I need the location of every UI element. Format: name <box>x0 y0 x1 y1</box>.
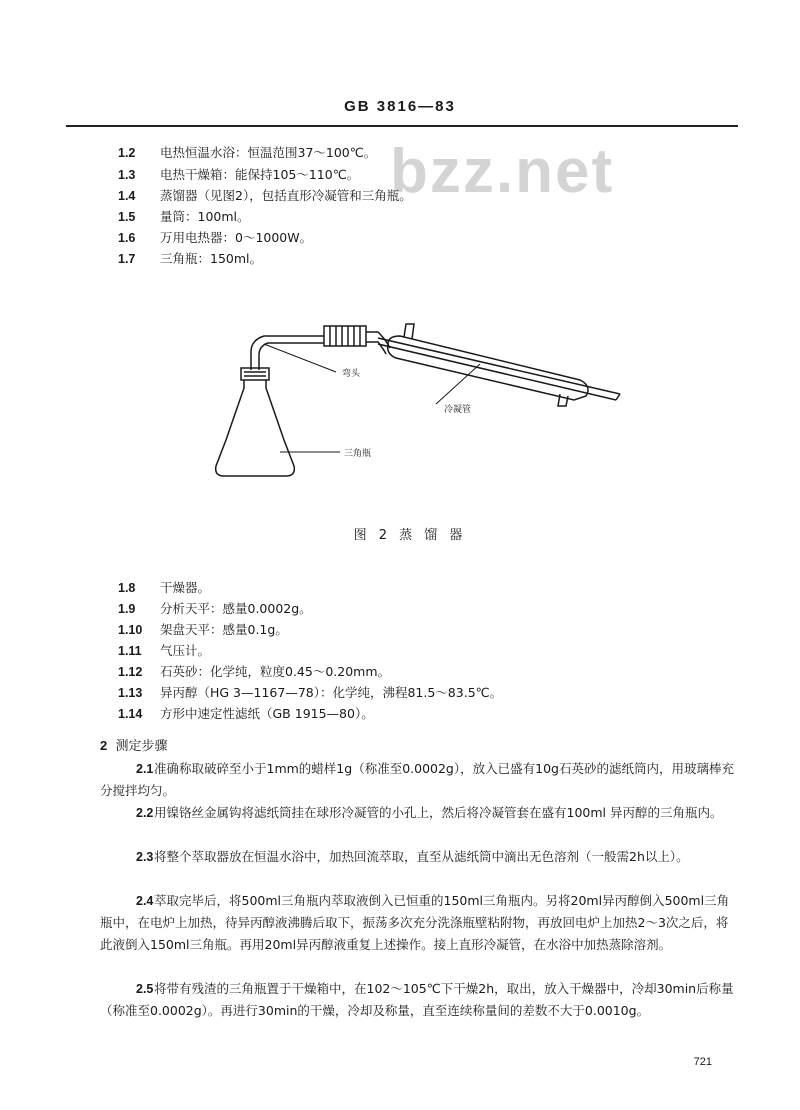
condenser-inner-tube <box>378 338 620 394</box>
item-1-7: 1.7 三角瓶：150ml。 <box>118 251 263 266</box>
step-2-2: 2.2用镍铬丝金属钩将滤纸筒挂在球形冷凝管的小孔上，然后将冷凝管套在盛有100ml 异丙醇的三角瓶内。 <box>136 805 723 820</box>
step-2-3: 2.3将整个萃取器放在恒温水浴中，加热回流萃取，直至从滤纸筒中滴出无色溶剂（一般需2h以上）。 <box>136 849 689 864</box>
flask-outline <box>216 378 295 476</box>
header-rule <box>66 125 738 127</box>
item-1-10: 1.10 架盘天平：感量0.1g。 <box>118 622 288 637</box>
page-number: 721 <box>693 1056 712 1068</box>
flask-stopper <box>241 368 269 380</box>
figure-caption: 图 2 蒸 馏 器 <box>353 528 467 543</box>
item-1-8: 1.8 干燥器。 <box>118 580 211 595</box>
step-2-5: 2.5将带有残渣的三角瓶置于干燥箱中，在102～105℃下干燥2h，取出，放入干燥器中，冷却30min后称量（称准至0.0002g）。再进行30min的干燥，冷却及称量，直至连续称量间的差数不大于0.0010g。 <box>100 981 734 1018</box>
watermark: bzz.net <box>390 137 615 206</box>
item-1-6: 1.6 万用电热器：0～1000W。 <box>118 230 313 245</box>
item-1-9: 1.9 分析天平：感量0.0002g。 <box>118 601 312 616</box>
item-1-13: 1.13 异丙醇（HG 3—1167—78）：化学纯，沸程81.5～83.5℃。 <box>118 685 503 700</box>
section-2-heading: 2 测定步骤 <box>100 738 168 754</box>
label-condenser: 冷凝管 <box>444 405 472 415</box>
item-1-11: 1.11 气压计。 <box>118 643 211 658</box>
item-1-2: 1.2 电热恒温水浴：恒温范围37～100℃。 <box>118 145 377 160</box>
item-1-3: 1.3 电热干燥箱：能保持105～110℃。 <box>118 167 360 182</box>
condenser-jacket <box>388 336 588 400</box>
distillation-apparatus-figure <box>200 300 630 500</box>
standard-header: GB 3816—83 <box>344 98 456 115</box>
item-1-14: 1.14 方形中速定性滤纸（GB 1915—80）。 <box>118 706 374 721</box>
label-flask: 三角瓶 <box>344 449 372 459</box>
label-elbow: 弯头 <box>342 369 361 379</box>
item-1-4: 1.4 蒸馏器（见图2），包括直形冷凝管和三角瓶。 <box>118 188 412 203</box>
item-1-12: 1.12 石英砂：化学纯，粒度0.45～0.20mm。 <box>118 664 391 679</box>
step-2-4: 2.4萃取完毕后，将500ml三角瓶内萃取液倒入已恒重的150ml三角瓶内。另将20ml异丙醇倒入500ml三角瓶中，在电炉上加热，待异丙醇液沸腾后取下，振荡多次充分洗涤瓶壁粘附物，再放回电炉上加热2～3次之后，将此液倒入150ml三角瓶。再用20ml异丙醇液重复上述操作。接上直形冷凝管，在水浴中加热蒸除溶剂。 <box>100 893 730 952</box>
step-2-1: 2.1准确称取破碎至小于1mm的蜡样1g（称准至0.0002g），放入已盛有10g石英砂的滤纸筒内，用玻璃棒充分搅拌均匀。 <box>100 761 734 798</box>
item-1-5: 1.5 量筒：100ml。 <box>118 209 250 224</box>
